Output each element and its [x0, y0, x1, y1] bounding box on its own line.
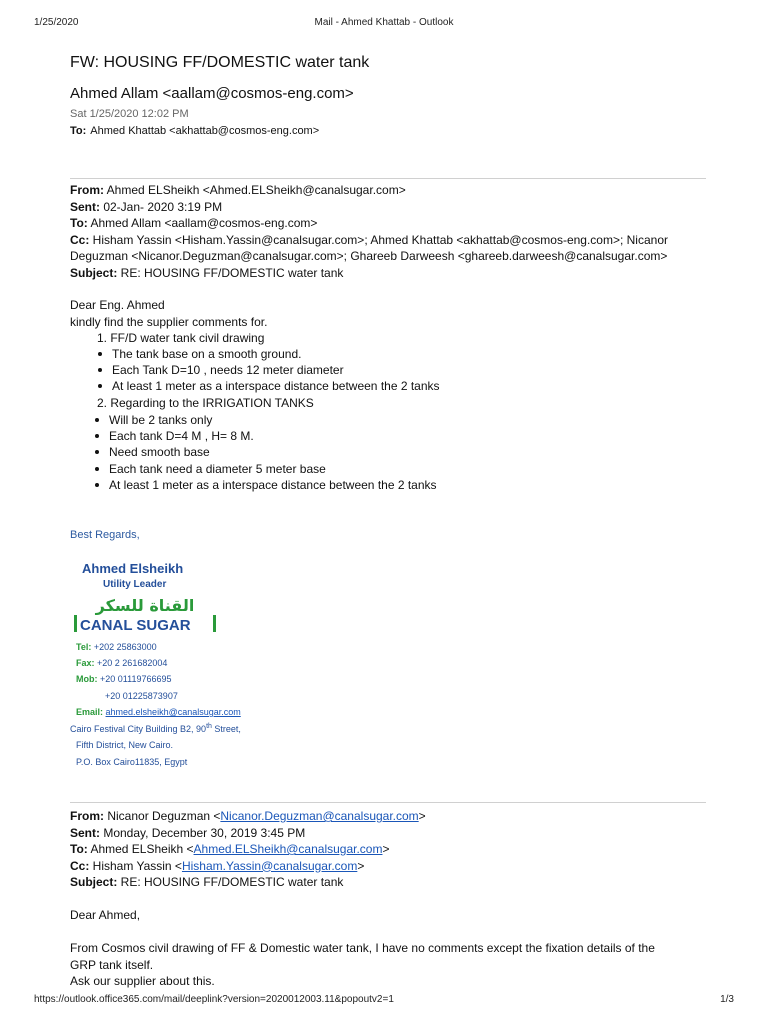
list-item-1-bullet: At least 1 meter as a interspace distance between the 2 tanks — [98, 379, 440, 393]
forward1-subject: RE: HOUSING FF/DOMESTIC water tank — [117, 265, 344, 280]
list-item-2-bullet: At least 1 meter as a interspace distance between the 2 tanks — [95, 478, 437, 492]
forward1-intro: kindly find the supplier comments for. — [70, 314, 268, 329]
list-item-2: 2. Regarding to the IRRIGATION TANKS — [97, 396, 314, 410]
bullet-icon — [95, 483, 99, 487]
to-label: To: — [70, 216, 88, 230]
separator-2 — [70, 802, 706, 803]
forward1-to: Ahmed Allam <aallam@cosmos-eng.com> — [87, 216, 318, 230]
list-item-2-bullet: Need smooth base — [95, 445, 210, 459]
from-label: From: — [70, 183, 104, 197]
message-sent-date: Sat 1/25/2020 12:02 PM — [70, 108, 189, 120]
forward2-sent-line: Sent: Monday, December 30, 2019 3:45 PM — [70, 825, 306, 840]
bullet-icon — [95, 418, 99, 422]
forward1-greeting: Dear Eng. Ahmed — [70, 298, 165, 312]
sent-label: Sent: — [70, 199, 100, 214]
signature-name: Ahmed Elsheikh — [82, 561, 184, 576]
signature-fax: Fax: +20 2 261682004 — [76, 658, 168, 668]
forward1-sent-line — [70, 199, 710, 216]
forward2-body-line-2: GRP tank itself. — [70, 957, 154, 972]
signature-address-2: Fifth District, New Cairo. — [76, 740, 174, 750]
cc-label: Cc: — [70, 858, 90, 873]
cc-label: Cc: — [70, 232, 90, 247]
forward1-from: Ahmed ELSheikh <Ahmed.ELSheikh@canalsugar.com> — [104, 183, 406, 197]
list-item-1: 1. FF/D water tank civil drawing — [97, 331, 265, 345]
bullet-icon — [98, 384, 102, 388]
to-label: To: — [70, 842, 88, 856]
separator-1 — [70, 178, 706, 179]
signature-mobile-2: +20 01225873907 — [105, 691, 178, 701]
forward2-body-line-1: From Cosmos civil drawing of FF & Domestic water tank, I have no comments except the fixation details of the — [70, 941, 655, 955]
signature-mobile: Mob: +20 01119766695 — [76, 674, 172, 684]
forward2-body — [70, 940, 710, 990]
signature-tel: Tel: +202 25863000 — [76, 642, 157, 652]
forward2-body-line-3: Ask our supplier about this. — [70, 974, 215, 988]
signature-email: Email: ahmed.elsheikh@canalsugar.com — [76, 707, 241, 717]
forward1-cc-1: Hisham Yassin <Hisham.Yassin@canalsugar.com>; Ahmed Khattab <akhattab@cosmos-eng.com>; Nicanor — [89, 232, 668, 247]
signature-address-3: P.O. Box Cairo11835, Egypt — [76, 757, 188, 767]
logo-text: CANAL SUGAR — [80, 617, 191, 632]
forward2-greeting: Dear Ahmed, — [70, 908, 141, 922]
list-item-2-bullet: Each tank need a diameter 5 meter base — [95, 462, 326, 476]
forward1-sent: 02-Jan- 2020 3:19 PM — [100, 199, 223, 214]
bullet-icon — [95, 450, 99, 454]
forward2-subject-line: Subject: RE: HOUSING FF/DOMESTIC water tank — [70, 875, 344, 889]
forward1-to-line — [70, 215, 710, 232]
forward1-cc-line — [70, 232, 710, 249]
signature-role: Utility Leader — [103, 579, 167, 590]
forward1-cc-line-2: Deguzman <Nicanor.Deguzman@canalsugar.com>; Ghareeb Darweesh <ghareeb.darweesh@canalsugar.com> — [70, 249, 668, 263]
from-label: From: — [70, 809, 104, 823]
message-sender[interactable]: Ahmed Allam <aallam@cosmos-eng.com> — [70, 85, 354, 102]
to-label: To: — [70, 125, 87, 137]
bullet-icon — [98, 352, 102, 356]
print-date: 1/25/2020 — [34, 17, 79, 28]
forward2-from-email-link[interactable]: Nicanor.Deguzman@canalsugar.com — [220, 809, 419, 823]
subject-label: Subject: — [70, 875, 118, 889]
bullet-icon — [95, 434, 99, 438]
bullet-icon — [95, 467, 99, 471]
forward2-cc-line: Cc: Hisham Yassin <Hisham.Yassin@canalsugar.com> — [70, 858, 365, 873]
print-footer-url: https://outlook.office365.com/mail/deeplink?version=2020012003.11&popoutv2=1 — [34, 994, 394, 1005]
message-subject: FW: HOUSING FF/DOMESTIC water tank — [70, 54, 370, 71]
sent-label: Sent: — [70, 825, 100, 840]
print-page-number: 1/3 — [720, 994, 734, 1005]
forward2-from-line: From: Nicanor Deguzman <Nicanor.Deguzman@canalsugar.com> — [70, 809, 426, 823]
list-item-1-bullet: The tank base on a smooth ground. — [98, 347, 301, 361]
forward1-header — [70, 182, 710, 281]
logo-arabic-text: القناة للسكر — [95, 596, 195, 615]
signature-email-link[interactable]: ahmed.elsheikh@canalsugar.com — [105, 707, 241, 717]
forward2-header — [70, 808, 710, 891]
message-to-line — [70, 125, 319, 137]
forward1-body — [70, 297, 710, 330]
signature-regards: Best Regards, — [70, 529, 140, 541]
forward2-to-email-link[interactable]: Ahmed.ELSheikh@canalsugar.com — [193, 842, 383, 856]
subject-label: Subject: — [70, 265, 118, 280]
signature-address-1: Cairo Festival City Building B2, 90th Street, — [70, 723, 241, 734]
print-page-title: Mail - Ahmed Khattab - Outlook — [314, 17, 454, 28]
forward2-cc-email-link[interactable]: Hisham.Yassin@canalsugar.com — [181, 858, 358, 873]
forward2-to-line: To: Ahmed ELSheikh <Ahmed.ELSheikh@canalsugar.com> — [70, 842, 390, 856]
canal-sugar-logo — [74, 596, 216, 632]
to-recipient[interactable]: Ahmed Khattab <akhattab@cosmos-eng.com> — [90, 125, 320, 137]
list-item-1-bullet: Each Tank D=10 , needs 12 meter diameter — [98, 363, 344, 377]
list-item-2-bullet: Each tank D=4 M , H= 8 M. — [95, 429, 254, 443]
forward1-subject-line — [70, 265, 710, 282]
bullet-icon — [98, 368, 102, 372]
list-item-2-bullet: Will be 2 tanks only — [95, 413, 212, 427]
forward1-from-line — [70, 182, 710, 199]
